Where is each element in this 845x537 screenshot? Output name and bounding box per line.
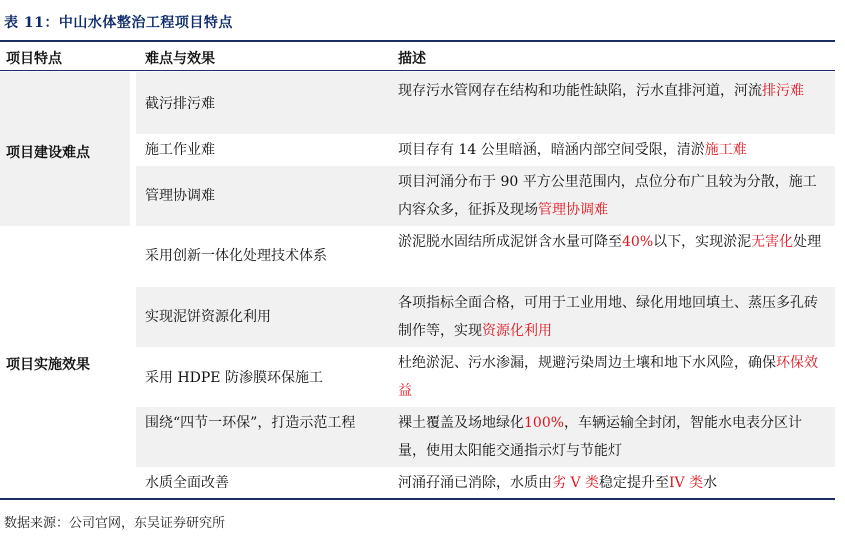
row-effect-2: 施工作业难: [145, 142, 215, 158]
row-desc-3: 项目河涌分布于 90 平方公里范围内，点位分布广且较为分散，施工内容众多，征拆及现场管理协调难: [398, 174, 817, 218]
row-effect-5: 实现泥饼资源化利用: [145, 309, 271, 325]
header-col-feature: 项目特点: [6, 51, 62, 67]
group-label-difficulty: 项目建设难点: [6, 145, 90, 161]
bottom-rule: [0, 498, 835, 500]
row-effect-8: 水质全面改善: [145, 475, 229, 491]
header-col-desc: 描述: [398, 51, 426, 67]
row-desc-2: 项目存有 14 公里暗涵，暗涵内部空间受限，清淤施工难: [398, 142, 747, 158]
row-effect-1: 截污排污难: [145, 96, 215, 112]
top-rule: [0, 40, 835, 42]
table-title: 表 11：中山水体整治工程项目特点: [4, 15, 233, 31]
row-desc-6: 杜绝淤泥、污水渗漏，规避污染周边土壤和地下水风险，确保环保效益: [398, 355, 818, 399]
row-effect-6: 采用 HDPE 防渗膜环保施工: [145, 370, 323, 386]
source-note: 数据来源：公司官网，东吴证券研究所: [4, 516, 226, 531]
row-desc-8: 河涌孖涌已消除，水质由劣 V 类稳定提升至IV 类水: [398, 475, 718, 491]
row-desc-7: 裸土覆盖及场地绿化100%，车辆运输全封闭，智能水电表分区计量，使用太阳能交通指示灯与节能灯: [398, 415, 803, 459]
header-rule: [0, 70, 835, 71]
row-effect-7: 围绕“四节一环保”，打造示范工程: [145, 415, 356, 431]
row-desc-4: 淤泥脱水固结所成泥饼含水量可降至40%以下，实现淤泥无害化处理: [398, 234, 822, 250]
row-effect-4: 采用创新一体化处理技术体系: [145, 248, 327, 264]
header-col-effect: 难点与效果: [145, 51, 215, 67]
row-desc-5: 各项指标全面合格，可用于工业用地、绿化用地回填土、蒸压多孔砖制作等，实现资源化利用: [398, 295, 818, 339]
row-effect-3: 管理协调难: [145, 188, 215, 204]
group-label-effect: 项目实施效果: [6, 357, 90, 373]
row-desc-1: 现存污水管网存在结构和功能性缺陷，污水直排河道，河流排污难: [398, 83, 804, 99]
